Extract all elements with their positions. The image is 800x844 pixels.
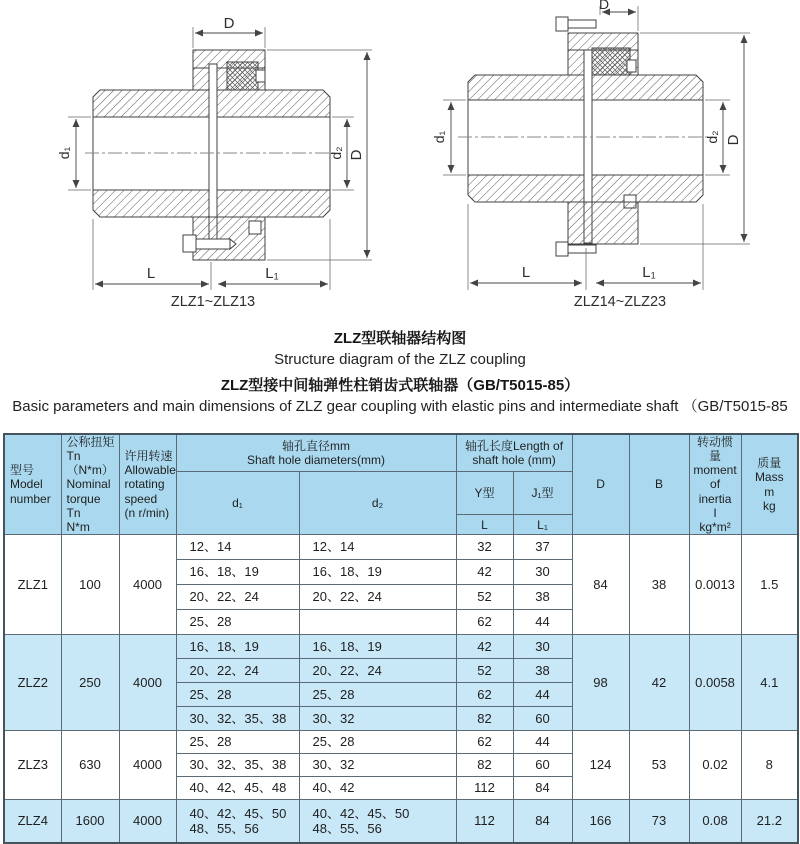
cell-speed: 4000 — [119, 535, 176, 635]
cell-L: 32 — [456, 535, 513, 560]
cell-torque: 1600 — [61, 800, 119, 843]
cell-d1: 30、32、35、38 — [176, 707, 299, 731]
params-title-en: Basic parameters and main dimensions of ZLZ gear coupling with elastic pins and intermediate shaft （GB/T5015-85 — [12, 398, 788, 415]
cell-torque: 630 — [61, 731, 119, 800]
dim-label-d2: d₂ — [328, 146, 344, 160]
header-model: 型号 Model number — [4, 434, 61, 535]
cell-d2: 25、28 — [299, 683, 456, 707]
header-mass: 质量 Mass m kg — [741, 434, 798, 535]
header-speed: 许用转速 Allowable rotating speed (n r/min) — [119, 434, 176, 535]
cell-d2: 16、18、19 — [299, 635, 456, 659]
bolt-shaft-bottom — [568, 245, 596, 253]
cell-d1: 20、22、24 — [176, 659, 299, 683]
cell-d2: 30、32 — [299, 707, 456, 731]
coupling-section-right — [458, 17, 713, 256]
dim-label-D-right: D — [348, 149, 365, 161]
cell-d1: 25、28 — [176, 683, 299, 707]
cell-mass: 4.1 — [741, 635, 798, 731]
dim-label-d1: d₁ — [431, 130, 447, 144]
cell-model: ZLZ3 — [4, 731, 61, 800]
cell-d1: 40、42、45、48 — [176, 777, 299, 800]
header-inertia: 转动惯量 moment of inertia I kg*m² — [689, 434, 741, 535]
cell-L1: 44 — [513, 683, 572, 707]
pin-retainer-top — [256, 70, 265, 82]
cell-d1: 25、28 — [176, 610, 299, 635]
cell-inertia: 0.02 — [689, 731, 741, 800]
bolt-head-top — [556, 17, 568, 31]
cell-L: 42 — [456, 635, 513, 659]
coupling-section-left — [85, 50, 338, 260]
cell-D: 98 — [572, 635, 629, 731]
cell-torque: 100 — [61, 535, 119, 635]
parameters-table — [3, 433, 799, 844]
header-L1: L₁ — [513, 515, 572, 535]
cell-d2: 20、22、24 — [299, 659, 456, 683]
cell-model: ZLZ2 — [4, 635, 61, 731]
cell-speed: 4000 — [119, 800, 176, 843]
cell-L1: 30 — [513, 560, 572, 585]
cell-mass: 21.2 — [741, 800, 798, 843]
cell-L: 62 — [456, 683, 513, 707]
dim-label-D-right: D — [725, 134, 742, 146]
cell-d1: 12、14 — [176, 535, 299, 560]
dim-label-L1: L₁ — [642, 264, 656, 281]
cell-d2: 30、32 — [299, 754, 456, 777]
dim-label-D-top: D — [598, 0, 610, 12]
cell-d2 — [299, 610, 456, 635]
dim-label-L1: L₁ — [265, 265, 279, 282]
cell-L1: 38 — [513, 585, 572, 610]
caption-right-diagram: ZLZ14~ZLZ23 — [573, 294, 667, 310]
cell-D: 124 — [572, 731, 629, 800]
cell-model: ZLZ1 — [4, 535, 61, 635]
header-L: L — [456, 515, 513, 535]
cell-d1: 25、28 — [176, 731, 299, 754]
cell-d1: 20、22、24 — [176, 585, 299, 610]
header-d2: d₂ — [299, 471, 456, 535]
cell-L1: 30 — [513, 635, 572, 659]
cell-L1: 44 — [513, 610, 572, 635]
pin-retainer-top — [627, 60, 636, 72]
cell-d2: 40、42 — [299, 777, 456, 800]
bolt-head — [183, 235, 196, 252]
dim-label-d1: d₁ — [56, 146, 72, 160]
cell-B: 53 — [629, 731, 689, 800]
cell-L1: 84 — [513, 800, 572, 843]
bolt-shaft-top — [568, 20, 596, 28]
header-torque: 公称扭矩 Tn（N*m） Nominal torque Tn N*m — [61, 434, 119, 535]
cell-L1: 37 — [513, 535, 572, 560]
cell-d1: 30、32、35、38 — [176, 754, 299, 777]
structure-title-en: Structure diagram of the ZLZ coupling — [274, 351, 526, 368]
cell-speed: 4000 — [119, 635, 176, 731]
cell-L: 112 — [456, 800, 513, 843]
elastic-element-top — [227, 62, 258, 90]
cell-L1: 84 — [513, 777, 572, 800]
cell-mass: 8 — [741, 731, 798, 800]
elastic-element-top — [592, 48, 630, 75]
cell-L1: 44 — [513, 731, 572, 754]
structure-title-cn: ZLZ型联轴器结构图 — [333, 330, 467, 347]
flange-bottom — [568, 202, 638, 244]
cell-L: 42 — [456, 560, 513, 585]
header-y-type: Y型 — [456, 471, 513, 515]
dim-label-L: L — [146, 265, 156, 282]
cell-d1: 40、42、45、50 48、55、56 — [176, 800, 299, 843]
dim-label-D-top: D — [223, 15, 235, 32]
header-d1: d₁ — [176, 471, 299, 535]
parameters-table-wrap — [3, 433, 797, 844]
cell-d1: 16、18、19 — [176, 635, 299, 659]
cell-d2: 25、28 — [299, 731, 456, 754]
cell-L1: 38 — [513, 659, 572, 683]
cell-B: 73 — [629, 800, 689, 843]
header-shaft-hole-length: 轴孔长度Length of shaft hole (mm) — [456, 434, 572, 471]
header-shaft-diameters: 轴孔直径mm Shaft hole diameters(mm) — [176, 434, 456, 471]
header-j1-type: J₁型 — [513, 471, 572, 515]
cell-d1: 16、18、19 — [176, 560, 299, 585]
bolt-head-bottom — [556, 242, 568, 256]
cell-L: 62 — [456, 610, 513, 635]
cell-L: 82 — [456, 754, 513, 777]
pin-retainer-bottom — [249, 221, 261, 234]
cell-L1: 60 — [513, 707, 572, 731]
dim-label-L: L — [521, 264, 531, 281]
params-title-cn: ZLZ型接中间轴弹性柱销齿式联轴器（GB/T5015-85） — [220, 377, 580, 394]
cell-speed: 4000 — [119, 731, 176, 800]
cell-B: 38 — [629, 535, 689, 635]
cell-L: 82 — [456, 707, 513, 731]
header-B: B — [629, 434, 689, 535]
intermediate-plate — [209, 64, 217, 240]
flange-sleeve-top — [568, 33, 638, 50]
titles-block — [0, 328, 800, 417]
cell-D: 166 — [572, 800, 629, 843]
bolt-shaft — [196, 239, 230, 249]
cell-d2: 16、18、19 — [299, 560, 456, 585]
cell-inertia: 0.0058 — [689, 635, 741, 731]
header-D: D — [572, 434, 629, 535]
cell-L1: 60 — [513, 754, 572, 777]
cell-d2: 40、42、45、50 48、55、56 — [299, 800, 456, 843]
cell-L: 52 — [456, 585, 513, 610]
cell-inertia: 0.08 — [689, 800, 741, 843]
cell-model: ZLZ4 — [4, 800, 61, 843]
caption-left-diagram: ZLZ1~ZLZ13 — [170, 294, 256, 310]
cell-d2: 20、22、24 — [299, 585, 456, 610]
cell-mass: 1.5 — [741, 535, 798, 635]
structure-diagrams — [0, 0, 800, 315]
cell-inertia: 0.0013 — [689, 535, 741, 635]
cell-d2: 12、14 — [299, 535, 456, 560]
cell-L: 62 — [456, 731, 513, 754]
cell-B: 42 — [629, 635, 689, 731]
dim-label-d2: d₂ — [704, 130, 720, 144]
cell-L: 52 — [456, 659, 513, 683]
cell-torque: 250 — [61, 635, 119, 731]
cell-D: 84 — [572, 535, 629, 635]
cell-L: 112 — [456, 777, 513, 800]
